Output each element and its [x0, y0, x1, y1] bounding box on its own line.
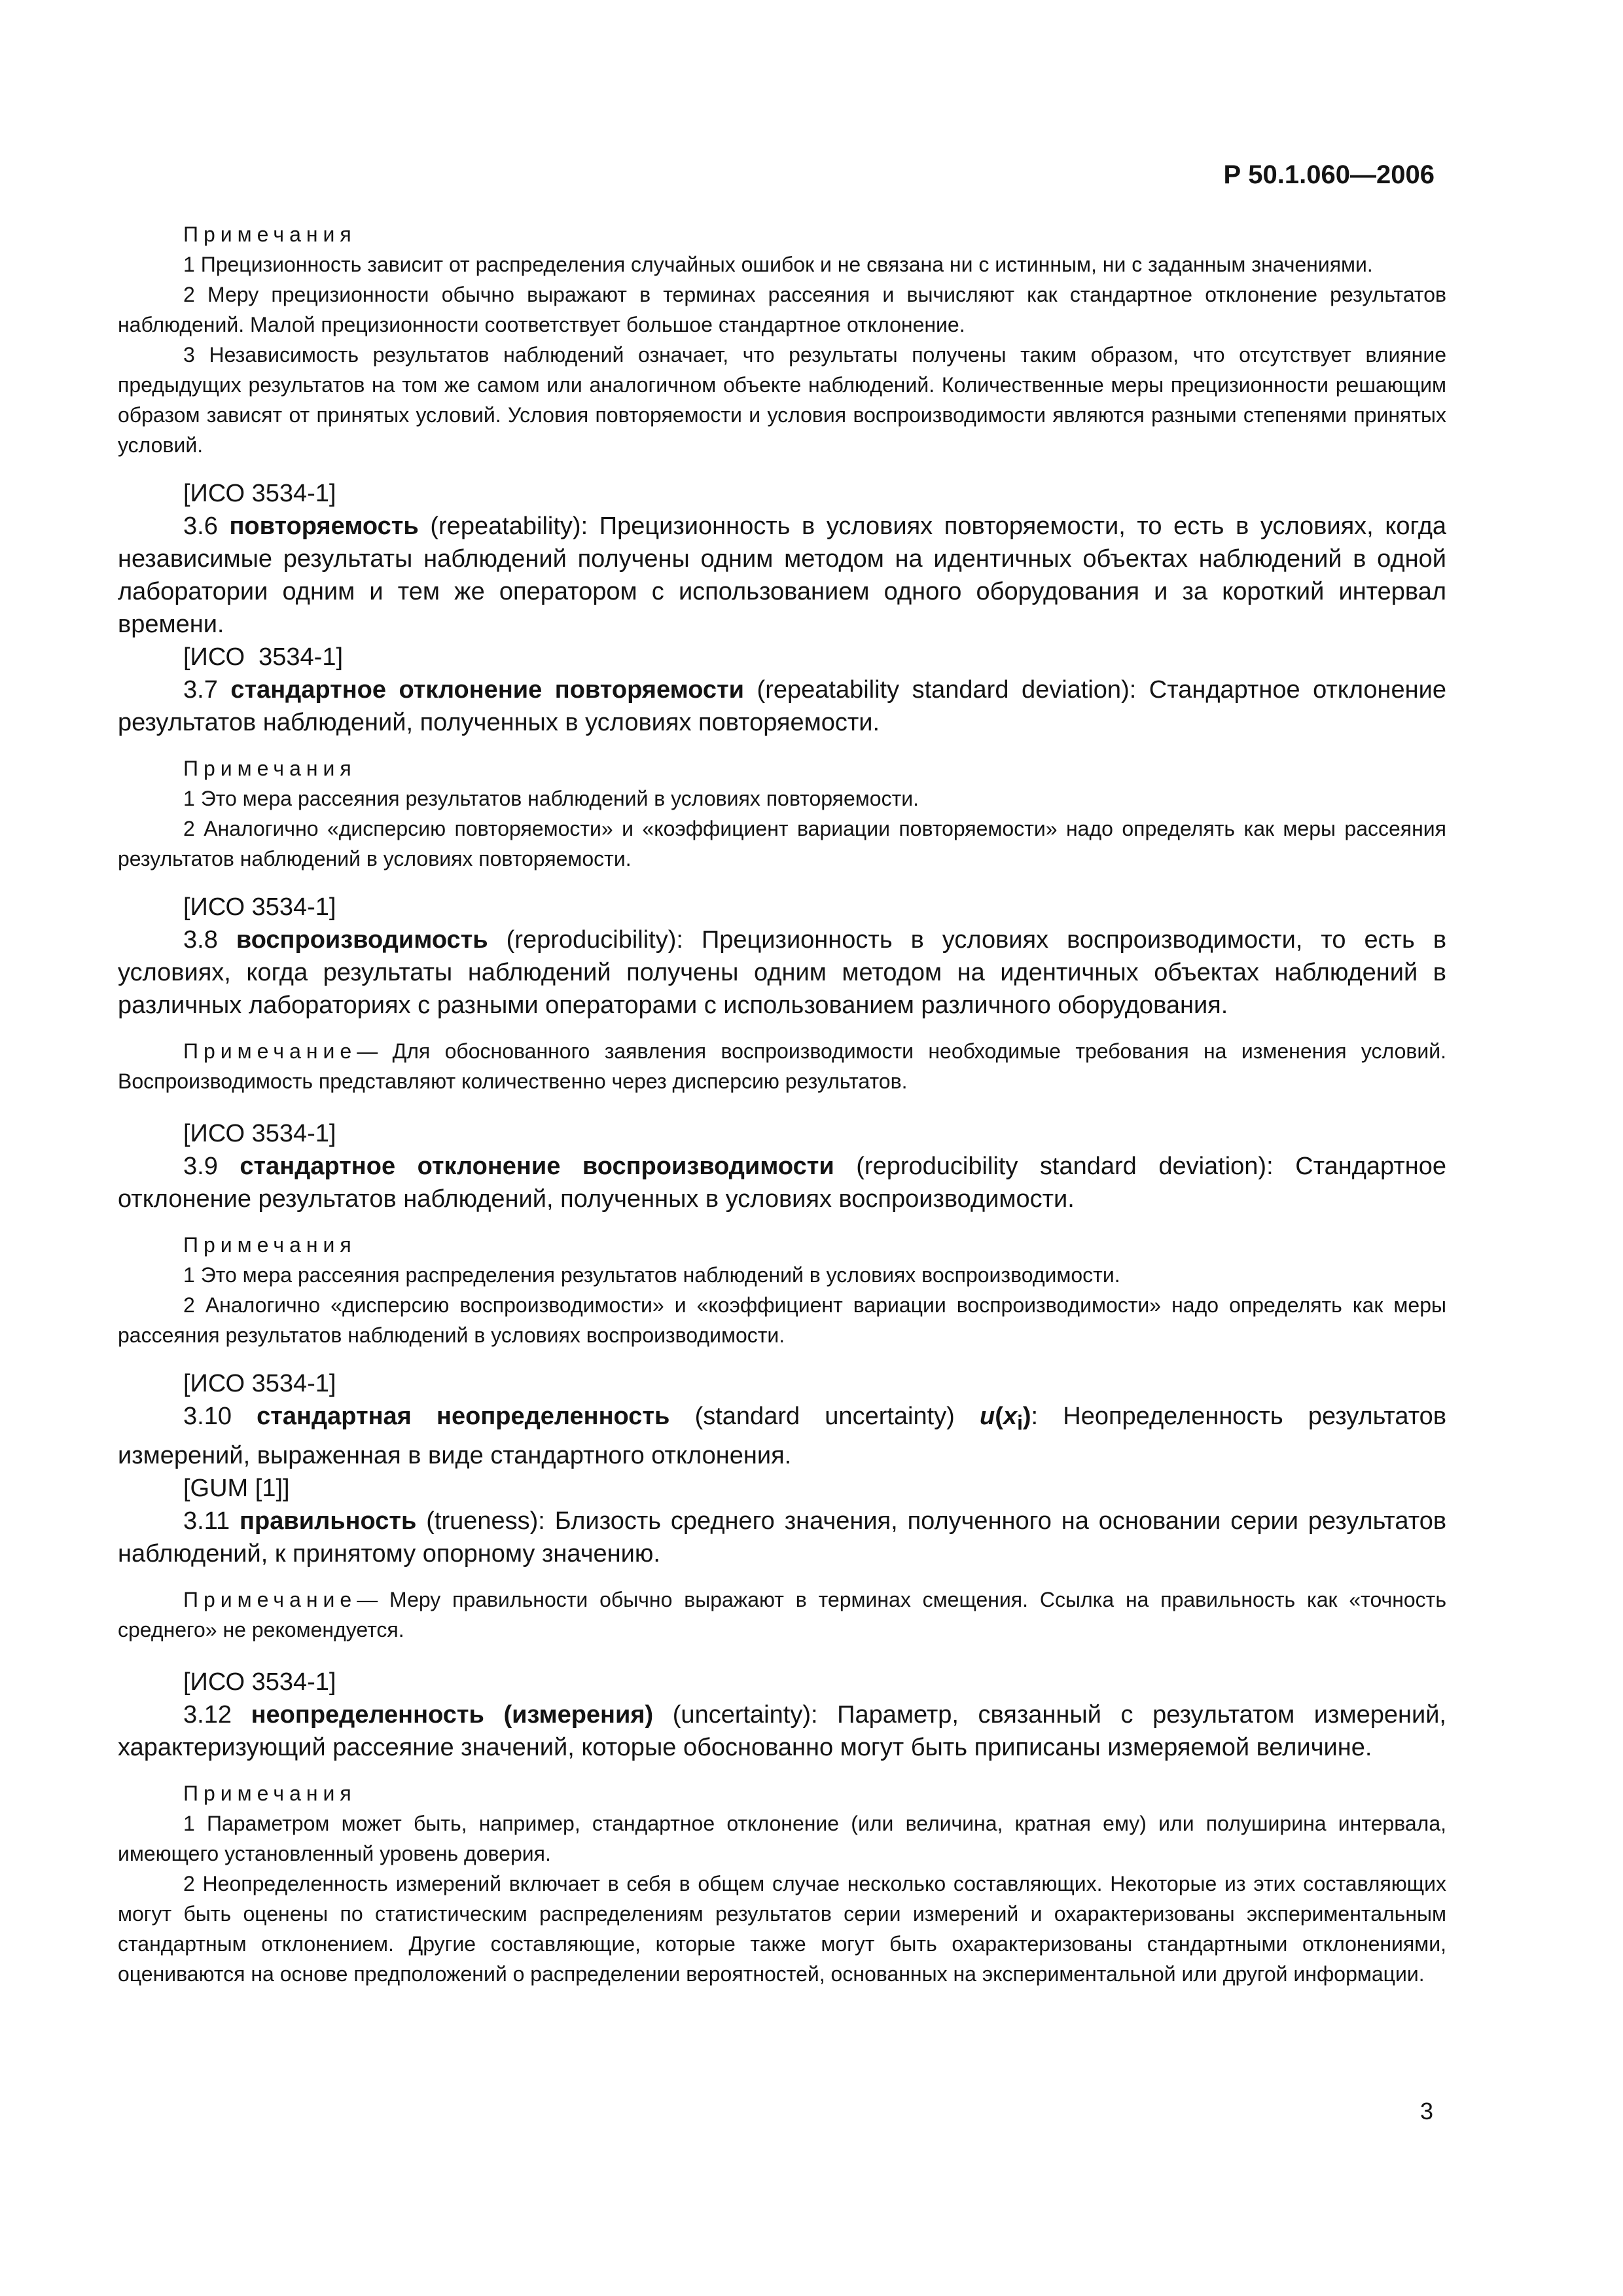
term-english: (standard uncertainty): [694, 1403, 955, 1430]
page-content: [118, 219, 1446, 1989]
note-text: — Для обоснованного заявления воспроизводимости необходимые требования на изменения условий. Воспроизводимость представляют количественно через дисперсию результатов.: [118, 1039, 1446, 1093]
note-item: 2 Аналогично «дисперсию воспроизводимости» и «коэффициент вариации воспроизводимости» надо определять как меры рассеяния результатов наблюдений в условиях воспроизводимости.: [118, 1293, 1446, 1347]
note-item: 3 Независимость результатов наблюдений означает, что результаты получены таким образом, что отсутствует влияние предыдущих результатов на том же самом или аналогичном объекте наблюдений. Количественные меры прецизионности решающим образом зависят от принятых условий. Условия повторяемости и условия воспроизводимости являются разными степенями принятых условий.: [118, 343, 1446, 457]
term-entry: [118, 673, 1446, 739]
term-entry: [118, 924, 1446, 1022]
source-reference: [ИСО 3534-1]: [183, 1120, 336, 1147]
source-reference: [ИСО 3534-1]: [183, 480, 336, 507]
term-number: 3.9: [183, 1153, 218, 1180]
source-reference: [ИСО 3534-1]: [183, 1370, 336, 1397]
term-name: воспроизводимость: [236, 926, 488, 954]
term-name: стандартная неопределенность: [257, 1403, 670, 1430]
term-english: (reproducibility standard deviation):: [856, 1153, 1274, 1180]
term-definition: : Неопределенность результатов измерений, выраженная в виде стандартного отклонения.: [118, 1403, 1447, 1469]
source-reference: [GUM [1]]: [183, 1474, 290, 1502]
term-name: правильность: [240, 1507, 417, 1535]
term-definition: Прецизионность в условиях воспроизводимости, то есть в условиях, когда результаты наблюдений получены одним методом на идентичных объектах наблюдений в различных лабораториях с разными операторами с использованием различного оборудования.: [118, 926, 1446, 1019]
note-text: — Меру правильности обычно выражают в терминах смещения. Ссылка на правильность как «точность среднего» не рекомендуется.: [118, 1587, 1446, 1641]
term-english: (repeatability standard deviation):: [757, 676, 1137, 704]
term-number: 3.7: [183, 676, 218, 704]
source-reference: [ИСО 3534-1]: [183, 643, 344, 671]
note-item: 1 Это мера рассеяния распределения результатов наблюдений в условиях воспроизводимости.: [183, 1263, 1120, 1287]
term-english: (repeatability):: [430, 512, 588, 540]
note-item: 2 Аналогично «дисперсию повторяемости» и «коэффициент вариации повторяемости» надо определять как меры рассеяния результатов наблюдений в условиях повторяемости.: [118, 817, 1446, 870]
document-number: Р 50.1.060—2006: [1223, 160, 1435, 189]
notes-heading: Примечания: [183, 757, 357, 780]
term-english: (trueness):: [426, 1507, 545, 1535]
notes-heading: Примечания: [183, 1233, 357, 1257]
term-definition: Стандартное отклонение результатов наблюдений, полученных в условиях повторяемости.: [118, 676, 1447, 736]
term-definition: Стандартное отклонение результатов наблюдений, полученных в условиях воспроизводимости.: [118, 1153, 1447, 1213]
term-definition: Параметр, связанный с результатом измерений, характеризующий рассеяние значений, которые обоснованно могут быть приписаны измеряемой величине.: [118, 1700, 1446, 1761]
single-note: [118, 1036, 1446, 1096]
note-item: 1 Параметром может быть, например, стандартное отклонение (или величина, кратная ему) или полуширина интервала, имеющего установленный уровень доверия.: [118, 1811, 1446, 1865]
page-number: 3: [1419, 2098, 1433, 2125]
term-number: 3.11: [183, 1507, 230, 1535]
term-name: повторяемость: [229, 512, 419, 540]
term-entry: [118, 1698, 1446, 1764]
term-entry: [118, 1505, 1446, 1570]
term-number: 3.10: [183, 1403, 232, 1430]
source-reference: [ИСО 3534-1]: [183, 1668, 336, 1696]
note-item: 2 Неопределенность измерений включает в себя в общем случае несколько составляющих. Некоторые из этих составляющих могут быть оценены по статистическим распределениям результатов серии измерений и охарактеризованы экспериментальным стандартным отклонением. Другие составляющие, которые также могут быть охарактеризованы стандартными отклонениями, оцениваются на основе предположений о распределении вероятностей, основанных на экспериментальной или другой информации.: [118, 1871, 1446, 1986]
term-entry: [118, 1400, 1446, 1472]
term-name: неопределенность (измерения): [251, 1700, 654, 1729]
single-note: [118, 1585, 1446, 1645]
term-definition: Близость среднего значения, полученного на основании серии результатов наблюдений, к принятому опорному значению.: [118, 1507, 1447, 1568]
term-number: 3.12: [183, 1700, 232, 1729]
term-english: (uncertainty):: [672, 1700, 818, 1729]
note-label: Примечание: [183, 1039, 357, 1063]
notes-heading: Примечания: [183, 1781, 357, 1805]
note-label: Примечание: [183, 1587, 357, 1611]
term-definition: Прецизионность в условиях повторяемости, то есть в условиях, когда независимые результаты наблюдений получены одним методом на идентичных объектах наблюдений в одной лаборатории одним и тем же оператором с использованием одного оборудования и за короткий интервал времени.: [118, 512, 1447, 638]
term-entry: [118, 1150, 1446, 1215]
term-number: 3.8: [183, 926, 218, 954]
term-entry: [118, 510, 1446, 641]
note-item: 1 Это мера рассеяния результатов наблюдений в условиях повторяемости.: [183, 787, 919, 810]
notes-heading: Примечания: [183, 223, 357, 246]
source-reference: [ИСО 3534-1]: [183, 893, 336, 921]
note-item: 2 Меру прецизионности обычно выражают в терминах рассеяния и вычисляют как стандартное отклонение результатов наблюдений. Малой прецизионности соответствует большое стандартное отклонение.: [118, 283, 1446, 336]
term-number: 3.6: [183, 512, 218, 540]
term-english: (reproducibility):: [506, 926, 683, 954]
term-name: стандартное отклонение повторяемости: [230, 676, 745, 704]
term-symbol: $u(x_i)$: [980, 1403, 1031, 1435]
term-name: стандартное отклонение воспроизводимости: [240, 1153, 834, 1180]
note-item: 1 Прецизионность зависит от распределения случайных ошибок и не связана ни с истинным, ни с заданным значениями.: [183, 253, 1373, 276]
